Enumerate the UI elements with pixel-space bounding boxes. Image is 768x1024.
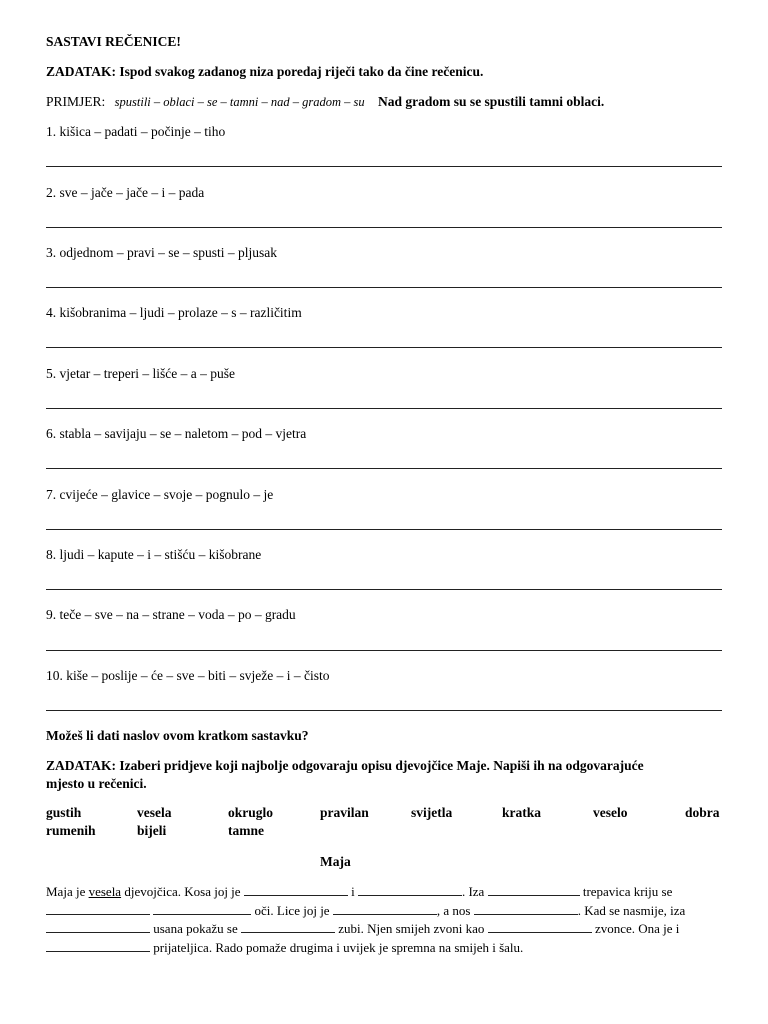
- story-fragment: trepavica kriju se: [579, 884, 673, 899]
- story-fragment: oči. Lice joj je: [251, 902, 333, 918]
- example-filled-adjective: vesela: [88, 884, 122, 899]
- item-4: 4. kišobranima – ljudi – prolaze – s – različitim: [46, 305, 302, 320]
- story-fragment: Maja je: [46, 884, 89, 899]
- item-10: 10. kiše – poslije – će – sve – biti – svježe – i – čisto: [46, 668, 330, 683]
- story-fragment: prijateljica. Rado pomaže drugima i uvijek je spremna na smijeh i šalu.: [150, 939, 524, 955]
- example-label: PRIMJER:: [46, 94, 106, 109]
- answer-line-5[interactable]: [46, 408, 722, 409]
- answer-line-9[interactable]: [46, 650, 722, 651]
- example-answer: Nad gradom su se spustili tamni oblaci.: [378, 94, 605, 109]
- item-7: 7. cvijeće – glavice – svoje – pognulo – je: [46, 487, 274, 502]
- adjectives-row-2: [46, 823, 724, 841]
- answer-line-10[interactable]: [46, 710, 722, 711]
- blank-field[interactable]: [153, 902, 251, 915]
- task1-text: Ispod svakog zadanog niza poredaj riječi tako da čine rečenicu.: [119, 64, 484, 79]
- example-row: [46, 94, 604, 110]
- adjective: okruglo: [228, 805, 274, 820]
- blank-field[interactable]: [241, 920, 335, 933]
- story-fragment: , a nos: [436, 902, 474, 918]
- blank-field[interactable]: [46, 920, 150, 933]
- story-fragment: djevojčica. Kosa joj je: [121, 884, 244, 899]
- task2-label: ZADATAK:: [46, 758, 116, 773]
- story-line-2: [46, 902, 736, 921]
- blank-field[interactable]: [333, 902, 437, 915]
- blank-field[interactable]: [488, 920, 592, 933]
- item-3: 3. odjednom – pravi – se – spusti – pljusak: [46, 245, 277, 260]
- answer-line-1[interactable]: [46, 166, 722, 167]
- answer-line-7[interactable]: [46, 529, 722, 530]
- worksheet-title: SASTAVI REČENICE!: [46, 34, 181, 49]
- answer-line-4[interactable]: [46, 347, 722, 348]
- story-text: [46, 883, 736, 957]
- story-fragment: zubi. Njen smijeh zvoni kao: [334, 921, 488, 936]
- item-8: 8. ljudi – kapute – i – stišću – kišobrane: [46, 547, 262, 562]
- adjective: pravilan: [320, 805, 369, 820]
- blank-field[interactable]: [358, 883, 462, 896]
- item-2: 2. sve – jače – jače – i – pada: [46, 185, 205, 200]
- adjective: svijetla: [411, 805, 453, 820]
- story-line-3: [46, 920, 736, 939]
- answer-line-2[interactable]: [46, 227, 722, 228]
- story-fragment: . Iza: [461, 884, 488, 899]
- adjective: gustih: [46, 805, 82, 820]
- task1-label: ZADATAK:: [46, 64, 116, 79]
- item-9: 9. teče – sve – na – strane – voda – po – gradu: [46, 607, 296, 622]
- answer-line-8[interactable]: [46, 589, 722, 590]
- item-1: 1. kišica – padati – počinje – tiho: [46, 124, 226, 139]
- story-line-4: [46, 939, 736, 958]
- blank-field[interactable]: [244, 883, 348, 896]
- task2-text-line2: mjesto u rečenici.: [46, 776, 147, 791]
- title-question: Možeš li dati naslov ovom kratkom sastavku?: [46, 728, 309, 743]
- adjectives-row-1: [46, 805, 724, 823]
- blank-field[interactable]: [46, 939, 150, 952]
- story-fragment: usana pokažu se: [150, 921, 241, 936]
- item-5: 5. vjetar – treperi – lišće – a – puše: [46, 366, 235, 381]
- adjective: kratka: [502, 805, 542, 820]
- adjective: bijeli: [137, 823, 167, 838]
- worksheet-page: [46, 0, 724, 1024]
- answer-line-3[interactable]: [46, 287, 722, 288]
- adjective: vesela: [137, 805, 172, 820]
- story-fragment: i: [347, 884, 358, 899]
- story-fragment: . Kad se nasmije, iza: [577, 902, 686, 918]
- adjective: veselo: [593, 805, 628, 820]
- story-fragment: zvonce. Ona je i: [591, 921, 680, 936]
- blank-field[interactable]: [46, 902, 150, 915]
- blank-field[interactable]: [474, 902, 578, 915]
- adjective: dobra: [685, 805, 720, 820]
- adjective: tamne: [228, 823, 264, 838]
- answer-line-6[interactable]: [46, 468, 722, 469]
- blank-field[interactable]: [488, 883, 580, 896]
- example-words: spustili – oblaci – se – tamni – nad – gradom – su: [114, 95, 365, 109]
- task2-text-line1: Izaberi pridjeve koji najbolje odgovaraju opisu djevojčice Maje. Napiši ih na odgovarajuće: [119, 758, 644, 773]
- adjective: rumenih: [46, 823, 96, 838]
- story-heading: Maja: [320, 854, 351, 869]
- task2-instruction: [46, 758, 644, 774]
- item-6: 6. stabla – savijaju – se – naletom – pod – vjetra: [46, 426, 307, 441]
- story-line-1: [46, 883, 736, 902]
- task1-instruction: [46, 64, 483, 80]
